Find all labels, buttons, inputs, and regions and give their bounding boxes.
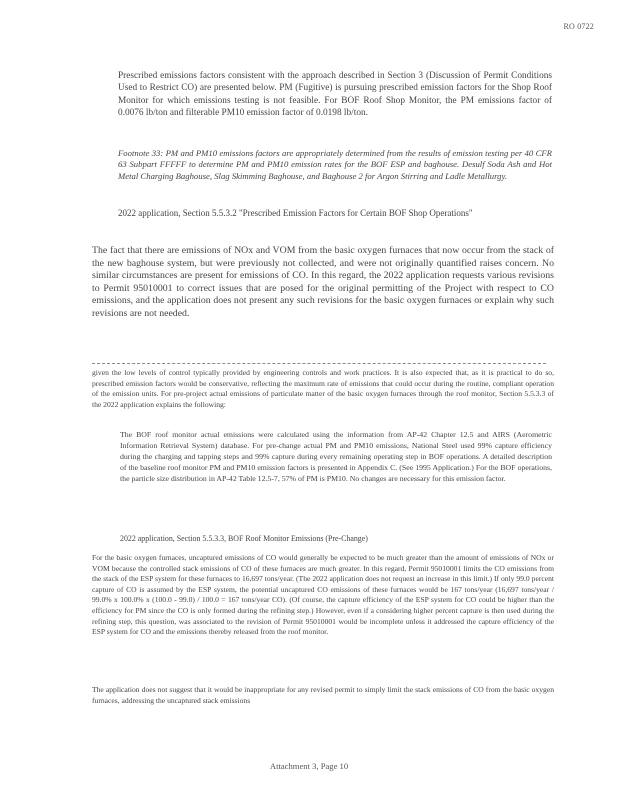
document-id: RO 0722 (563, 22, 594, 31)
application-footnote: The application does not suggest that it would be inappropriate for any revised permit to simply limit the stack emissions of CO from the basic oxygen furnaces, addressing the uncaptured stack emissions (92, 685, 554, 705)
nox-vom-paragraph: The fact that there are emissions of NOx and VOM from the basic oxygen furnaces that now occur from the stack of the new baghouse system, but were previously not collected, and were not originally quantified raises concern. No similar circumstances are present for emissions of CO. In this regard, the 2022 application requests various revisions to Permit 95010001 to correct issues that are posed for the original permitting of the Project with respect to CO emissions, and the application does not present any such revisions for the basic oxygen furnaces or explain why such revisions are not needed. (92, 245, 554, 319)
footnote-33-quote: Footnote 33: PM and PM10 emissions factors are appropriately determined from the results of emission testing per 40 CFR 63 Subpart FFFFF to determine PM and PM10 emission rates for the BOF ESP and baghouse. Desulf Soda Ash and Hot Metal Charging Baghouse, Slag Skimming Baghouse, and Baghouse 2 for Argon Stirring and Ladle Metallurgy. (118, 148, 552, 181)
roof-monitor-quote: The BOF roof monitor actual emissions were calculated using the information from AP-42 Chapter 12.5 and AIRS (Aerometric Information Retrieval System) database. For pre-change actual PM and PM10 emissions, National Steel used 99% capture efficiency during the charging and tapping steps and 99% capture during every remaining operating step in BOF operations. A detailed description of the baseline roof monitor PM and PM10 emission factors is presented in Appendix C. (See 1995 Application.) For the BOF operations, the particle size distribution in AP-42 Table 12.5-7, 57% of PM is PM10. No changes are necessary for this emission factor. (120, 430, 552, 483)
uncaptured-co-footnote: For the basic oxygen furnaces, uncaptured emissions of CO would generally be expected to be much greater than the amount of emissions of NOx or VOM because the controlled stack emissions of CO of these furnaces are much greater. In this regard, Permit 95010001 limits the CO emissions from the stack of the ESP system for these furnaces to 16,697 tons/year. (The 2022 application does not request an increase in this limit.) If only 99.0 percent capture of CO is assumed by the ESP system, the potential uncaptured CO emissions of these furnaces would be 167 tons/year (16,697 tons/year / 99.0% x 100.0% x (100.0 - 99.0) / 100.0 = 167 tons/year CO). (Of course, the capture efficiency of the ESP system for CO could be higher than the efficiency for PM since the CO is only formed during the refining step.) However, even if a considering higher percent capture is then used during the refining step, this question, was associated to the revision of Permit 95010001 would be incomplete unless it addressed the capture efficiency of the ESP system for CO and the emissions thereby released from the roof monitor. (92, 553, 554, 637)
page-footer: Attachment 3, Page 10 (269, 761, 349, 771)
footnote-continuation: given the low levels of control typically provided by engineering controls and work practices. It is also expected that, as it is practical to do so, prescribed emission factors would be conservative, reflecting the maximum rate of emissions that could occur during the routine, compliant operation of the emission units. For pre-project actual emissions of particulate matter of the basic oxygen furnaces through the roof monitor, Section 5.5.3.3 of the 2022 application explains the following: (92, 368, 554, 409)
application-citation: 2022 application, Section 5.5.3.2 "Prescribed Emission Factors for Certain BOF Shop Operations" (118, 208, 473, 218)
footnote-divider (92, 363, 546, 364)
prescribed-factors-paragraph: Prescribed emissions factors consistent with the approach described in Section 3 (Discussion of Permit Conditions Used to Restrict CO) are presented below. PM (Fugitive) is pursuing prescribed emission factors for the Shop Roof Monitor for which emissions testing is not feasible. For BOF Roof Shop Monitor, the PM emissions factor of 0.0076 lb/ton and filterable PM10 emission factor of 0.0198 lb/ton. (118, 71, 552, 119)
section-citation: 2022 application, Section 5.5.3.3, BOF Roof Monitor Emissions (Pre-Change) (120, 534, 368, 543)
